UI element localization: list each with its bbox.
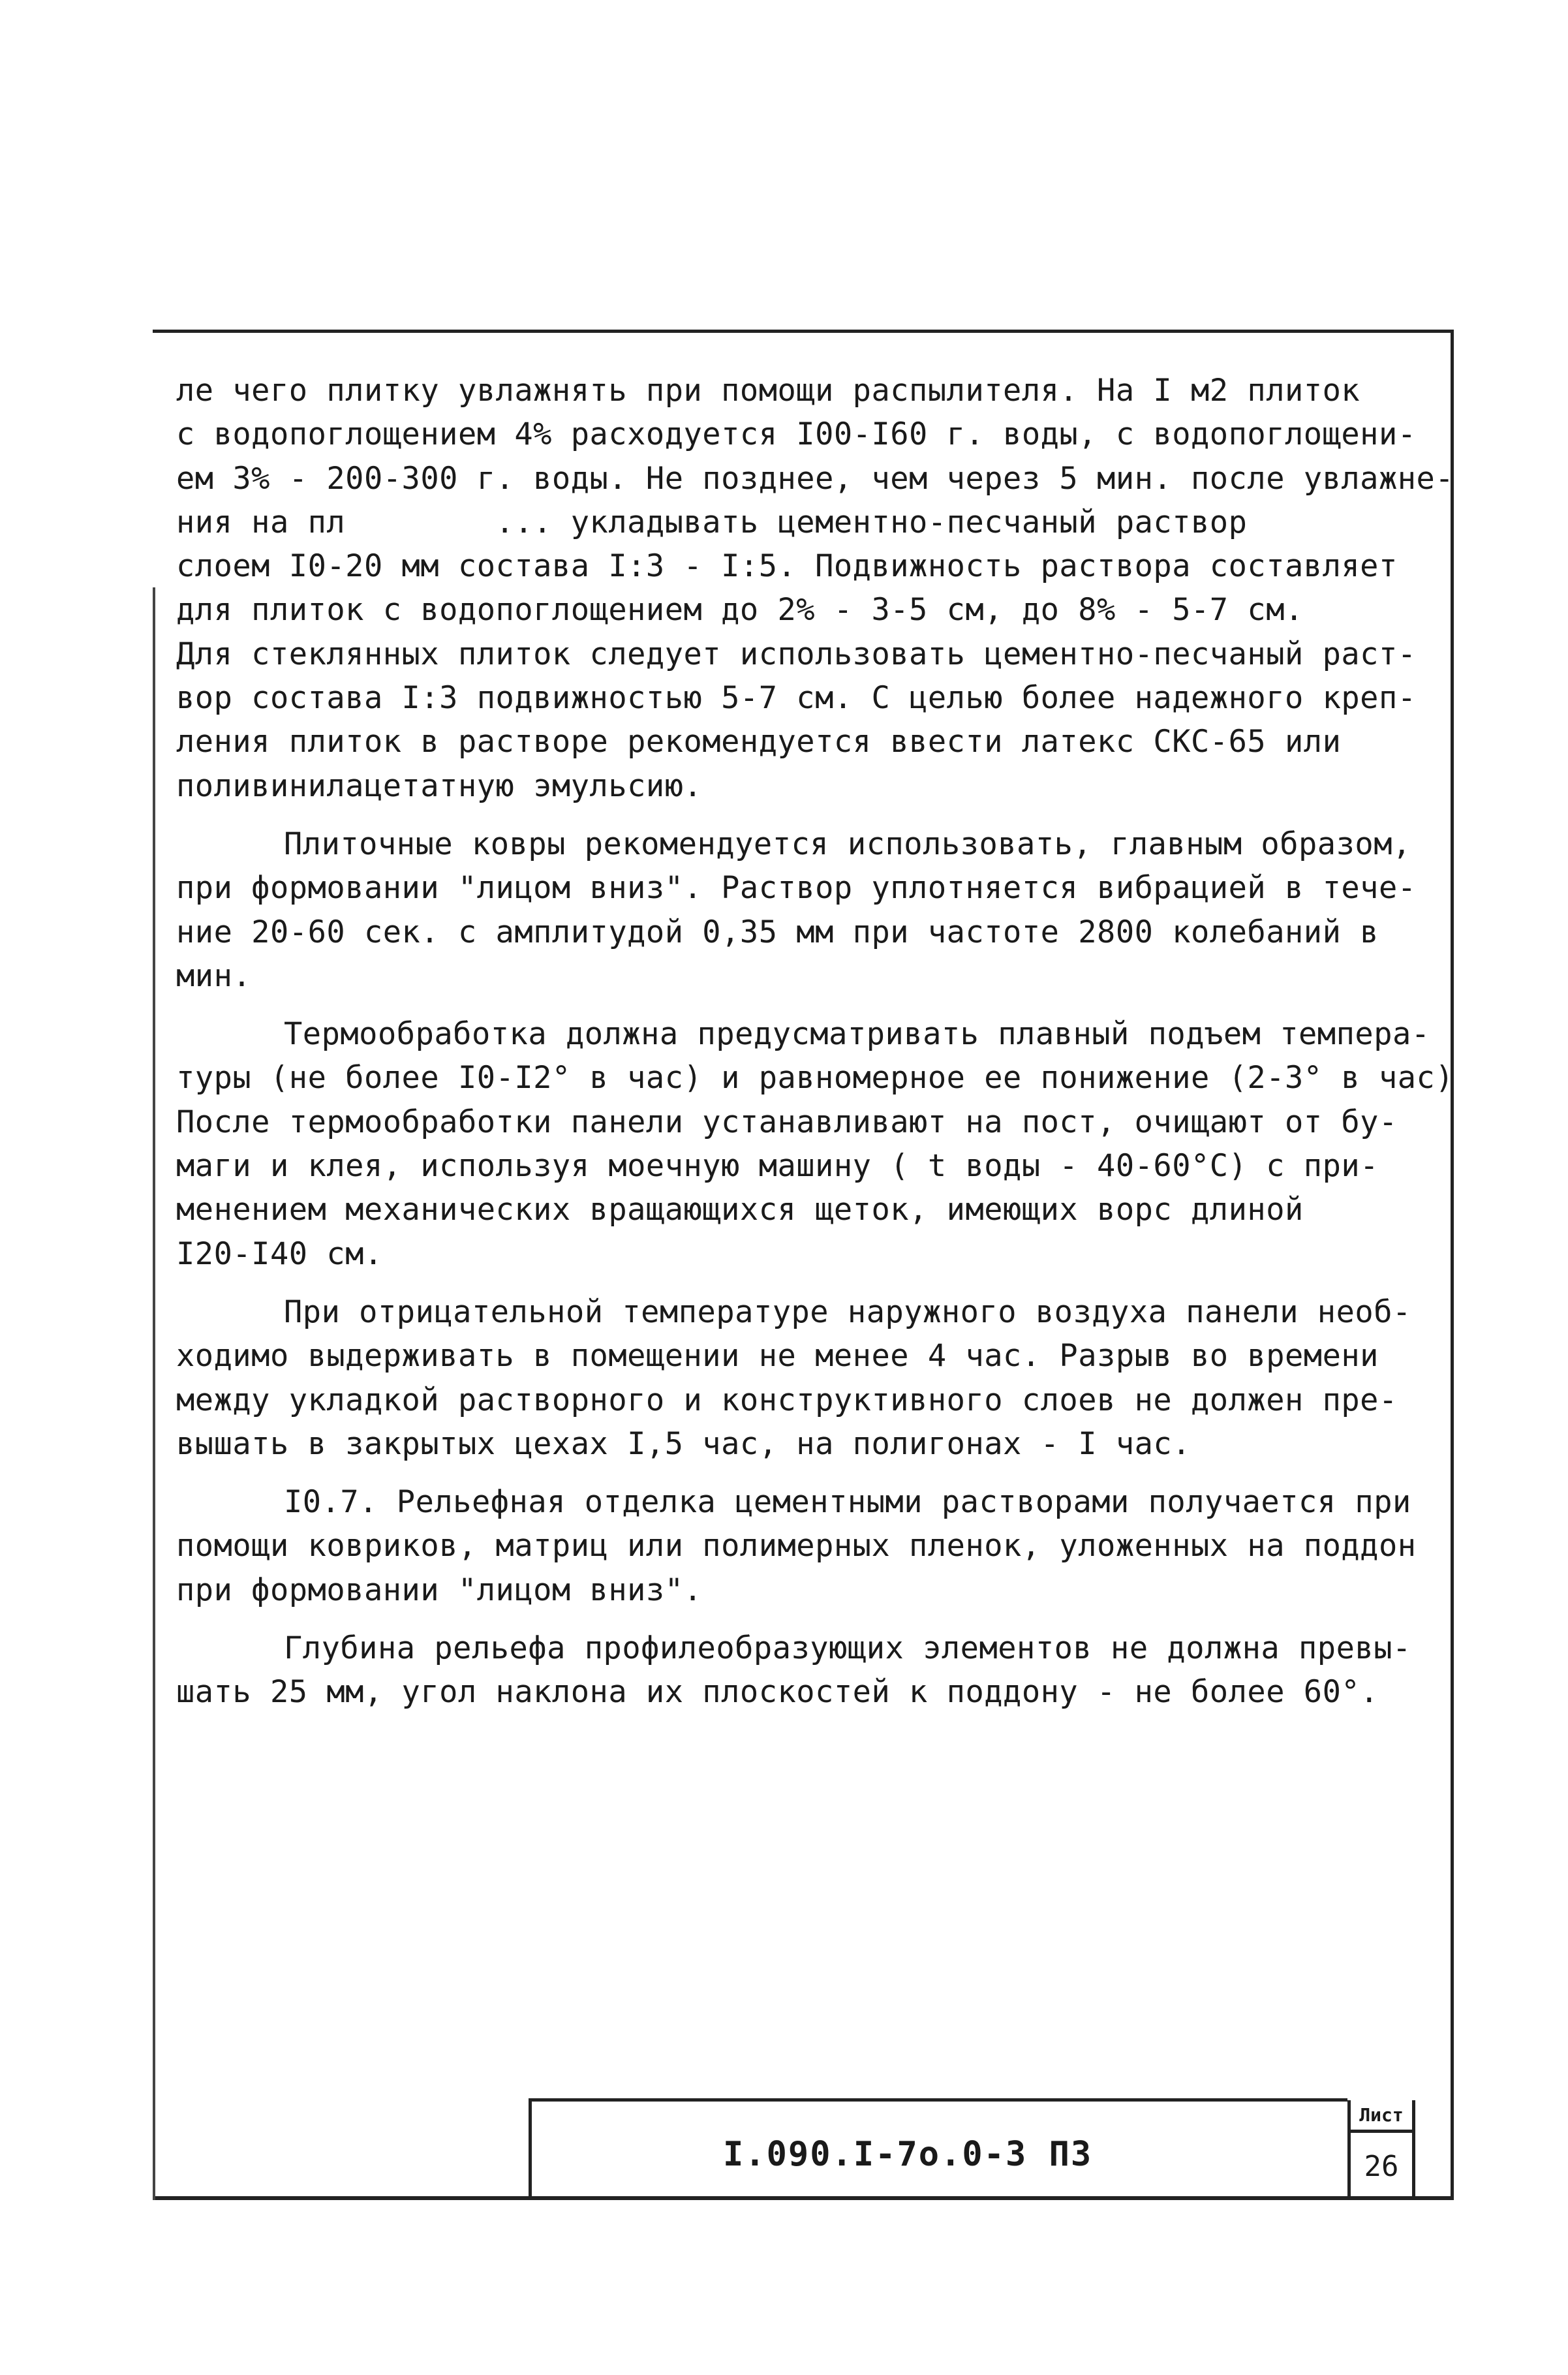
body-line: слоем I0-20 мм состава I:3 - I:5. Подвижность раствора составляет bbox=[176, 548, 1398, 585]
body-line: шать 25 мм, угол наклона их плоскостей к поддону - не более 60°. bbox=[176, 1674, 1379, 1711]
body-line: вышать в закрытых цехах I,5 час, на полигонах - I час. bbox=[176, 1425, 1191, 1462]
body-line: I20-I40 см. bbox=[176, 1235, 383, 1272]
document-body bbox=[176, 369, 1454, 1715]
sheet-box bbox=[1347, 2100, 1415, 2200]
body-line: ле чего плитку увлажнять при помощи распылителя. На I м2 плиток bbox=[176, 373, 1360, 409]
body-line: После термообработки панели устанавливают на пост, очищают от бу- bbox=[176, 1104, 1398, 1140]
body-line: ния на пл ... укладывать цементно-песчаный раствор bbox=[176, 504, 1248, 540]
body-line: с водопоглощением 4% расходуется I00-I60 г. воды, с водопоглощени- bbox=[176, 416, 1417, 453]
paragraph-first-line: Термообработка должна предусматривать плавный подъем темпера- bbox=[284, 1016, 1430, 1053]
body-line: маги и клея, используя моечную машину ( t воды - 40-60°С) с при- bbox=[176, 1148, 1379, 1185]
body-line: при формовании "лицом вниз". bbox=[176, 1572, 703, 1608]
body-line: между укладкой растворного и конструктивного слоев не должен пре- bbox=[176, 1382, 1398, 1418]
body-line: поливинилацетатную эмульсию. bbox=[176, 768, 703, 804]
body-line: туры (не более I0-I2° в час) и равномерное ее понижение (2-3° в час) bbox=[176, 1060, 1454, 1096]
paragraph-first-line: При отрицательной температуре наружного воздуха панели необ- bbox=[284, 1294, 1411, 1330]
sheet-label: Лист bbox=[1351, 2100, 1412, 2133]
document-code: I.090.I-7о.0-3 ПЗ bbox=[723, 2135, 1093, 2174]
body-line: для плиток с водопоглощением до 2% - 3-5 см, до 8% - 5-7 см. bbox=[176, 592, 1304, 629]
body-line: вор состава I:3 подвижностью 5-7 см. С целью более надежного креп- bbox=[176, 680, 1417, 717]
body-line: ем 3% - 200-300 г. воды. Не позднее, чем через 5 мин. после увлажне- bbox=[176, 460, 1454, 497]
body-line: мин. bbox=[176, 957, 252, 994]
body-line: ходимо выдерживать в помещении не менее 4 час. Разрыв во времени bbox=[176, 1338, 1379, 1374]
paragraph-first-line: I0.7. Рельефная отделка цементными растворами получается при bbox=[284, 1484, 1411, 1521]
body-line: ние 20-60 сек. с амплитудой 0,35 мм при частоте 2800 колебаний в bbox=[176, 914, 1379, 950]
body-line: менением механических вращающихся щеток, имеющих ворс длиной bbox=[176, 1192, 1304, 1228]
paragraph-first-line: Глубина рельефа профилеобразующих элементов не должна превы- bbox=[284, 1630, 1411, 1667]
sheet-number: 26 bbox=[1364, 2150, 1399, 2183]
body-line: Для стеклянных плиток следует использовать цементно-песчаный раст- bbox=[176, 636, 1417, 672]
frame-left-border bbox=[153, 587, 155, 2200]
paragraph-first-line: Плиточные ковры рекомендуется использовать, главным образом, bbox=[284, 826, 1411, 862]
body-line: помощи ковриков, матриц или полимерных пленок, уложенных на поддон bbox=[176, 1528, 1417, 1564]
body-line: при формовании "лицом вниз". Раствор уплотняется вибрацией в тече- bbox=[176, 870, 1417, 907]
body-line: ления плиток в растворе рекомендуется ввести латекс СКС-65 или bbox=[176, 724, 1342, 760]
